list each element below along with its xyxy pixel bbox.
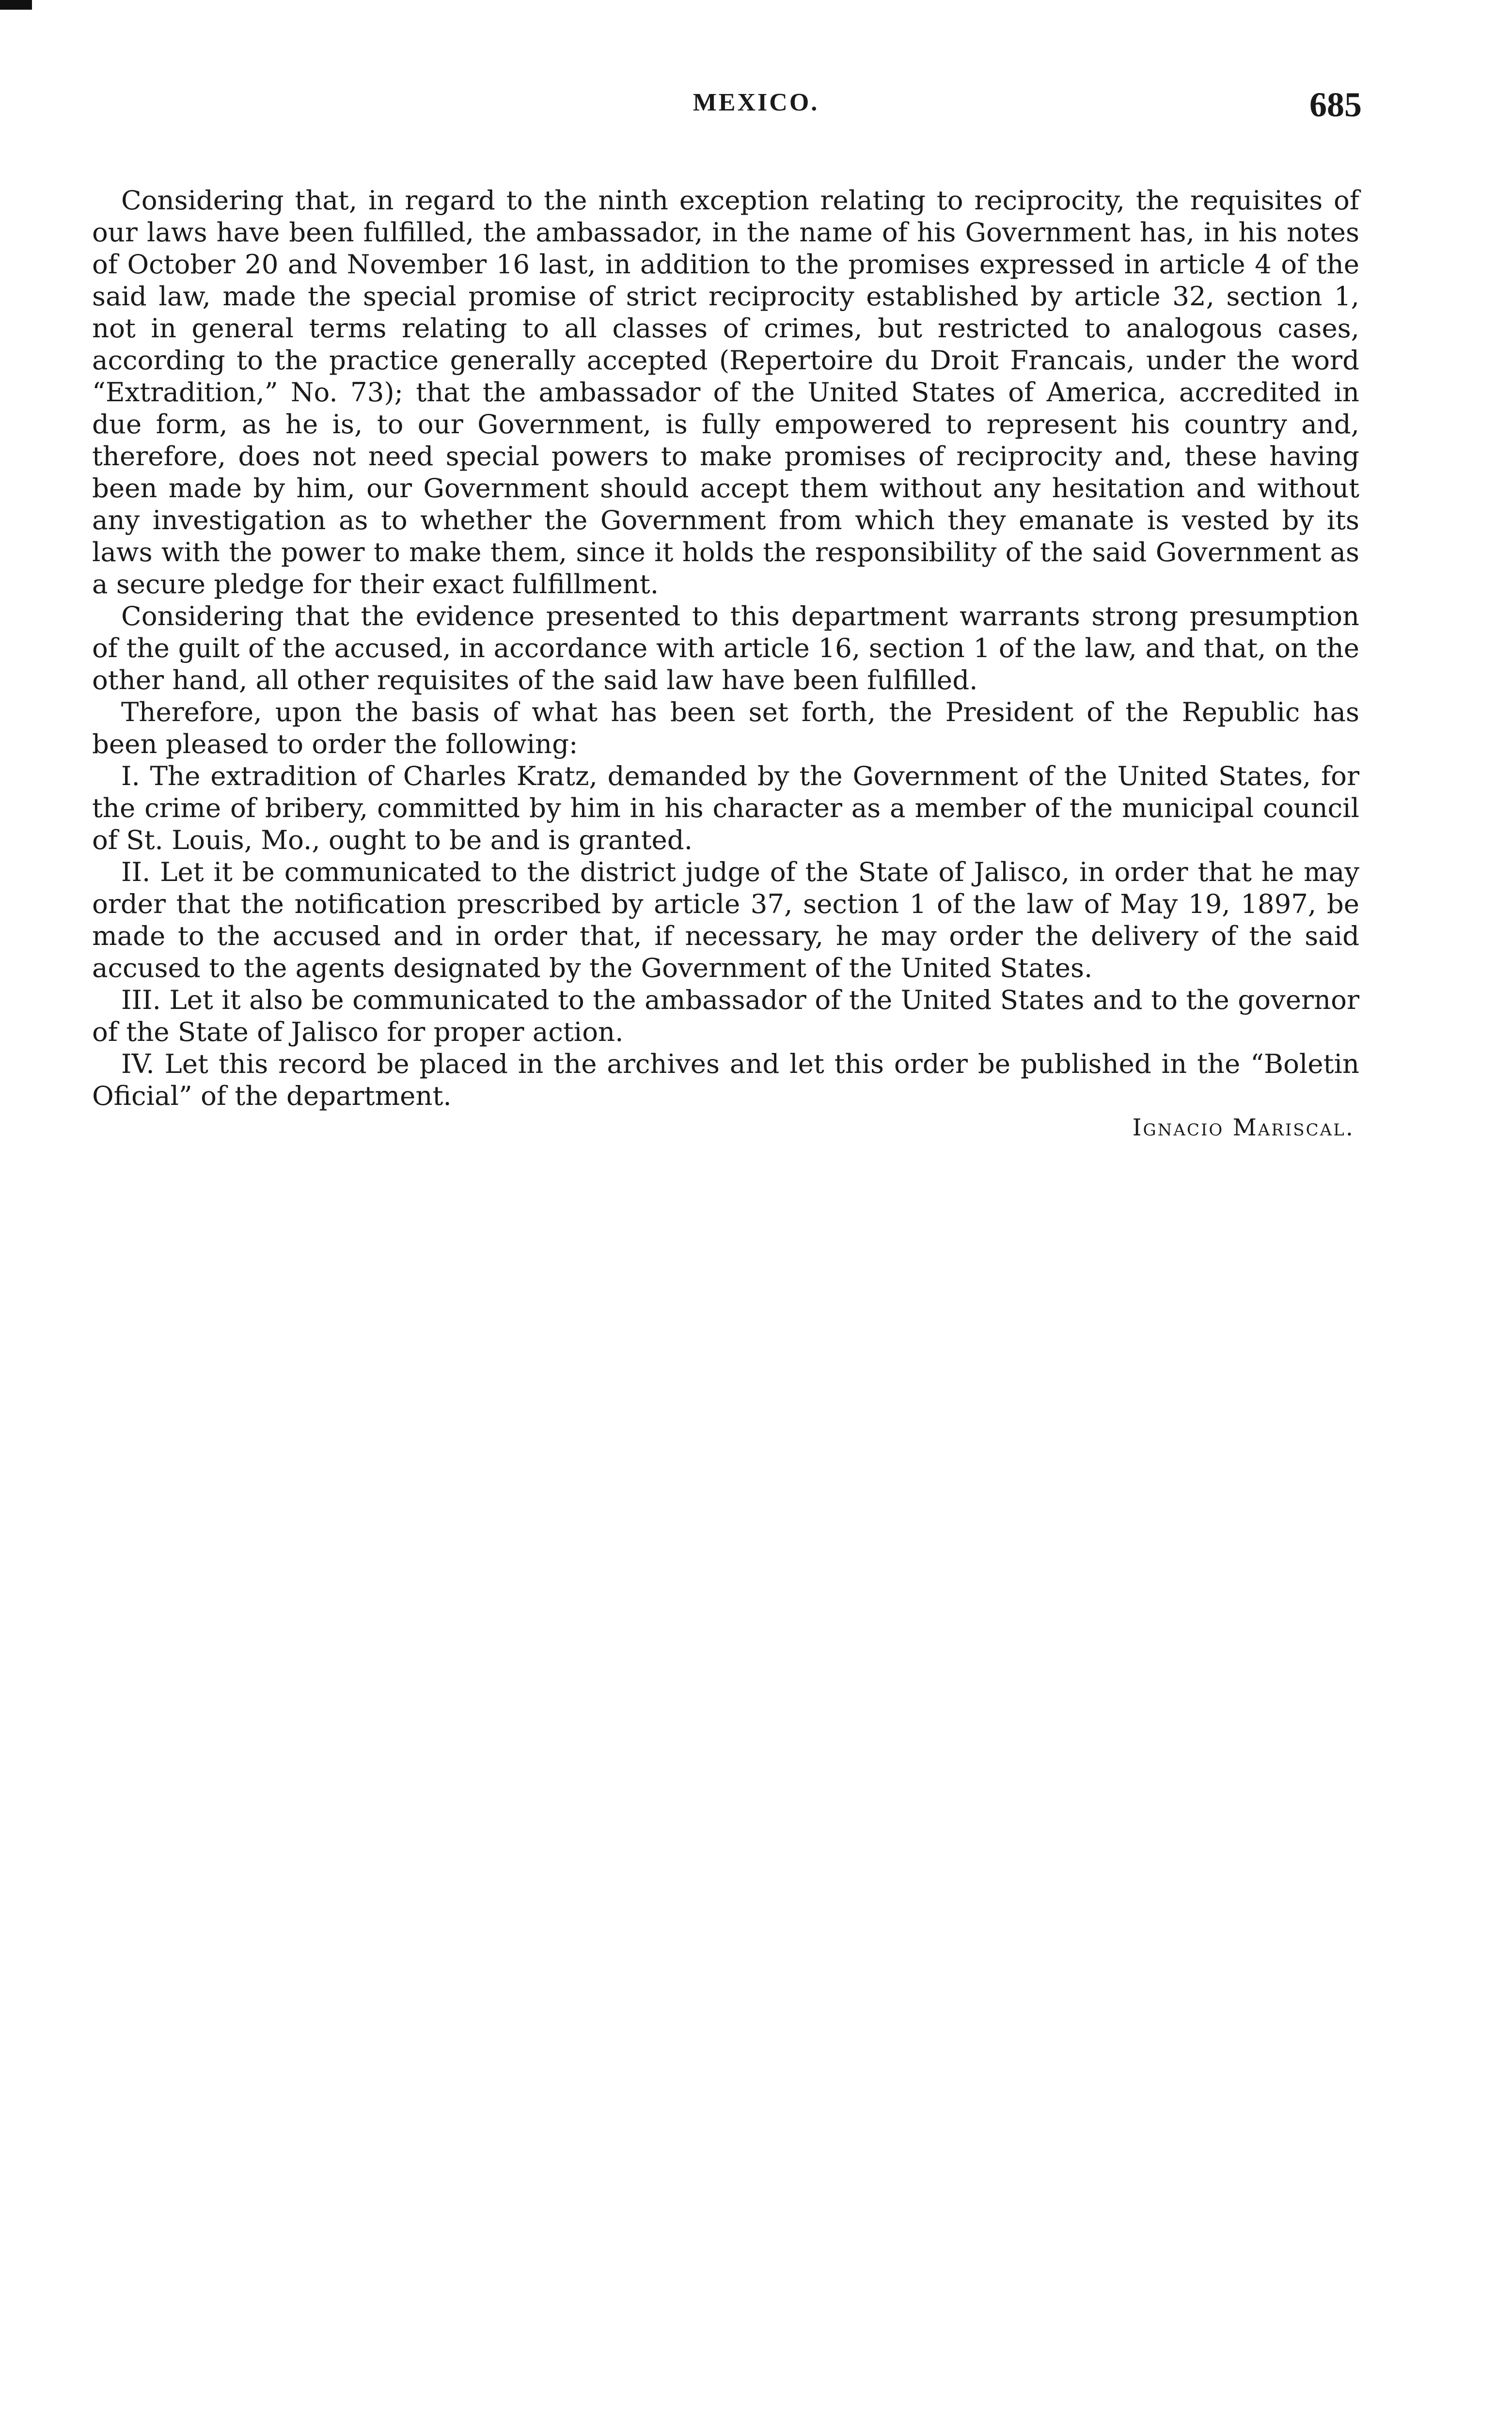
running-head: MEXICO. — [693, 89, 819, 116]
corner-scan-mark — [0, 0, 32, 10]
order-item-4: IV. Let this record be placed in the archives and let this order be published in the “Boletin Oficial” of the department. — [92, 1048, 1359, 1111]
order-item-1: I. The extradition of Charles Kratz, demanded by the Government of the United States, for the crime of bribery, committed by him in his character as a member of the municipal council of St. Louis, Mo., ought to be and is granted. — [92, 760, 1359, 855]
paragraph-evidence: Considering that the evidence presented to this department warrants strong presumption of the guilt of the accused, in accordance with article 16, section 1 of the law, and that, on the other hand, all other requisites of the said law have been fulfilled. — [92, 600, 1359, 695]
paragraph-reciprocity: Considering that, in regard to the ninth exception relating to reciprocity, the requisites of our laws have been fulfilled, the ambassador, in the name of his Government has, in his notes of October 20 and November 16 last, in addition to the promises expressed in article 4 of the said law, made the special promise of strict reciprocity established by article 32, section 1, not in general terms relating to all classes of crimes, but restricted to analogous cases, according to the practice generally accepted (Repertoire du Droit Francais, under the word “Extradition,” No. 73); that the ambassador of the United States of America, accredited in due form, as he is, to our Government, is fully empowered to represent his country and, therefore, does not need special powers to make promises of reciprocity and, these having been made by him, our Government should accept them without any hesitation and without any investigation as to whether the Government from which they emanate is vested by its laws with the power to make them, since it holds the responsibility of the said Government as a secure pledge for their exact fulfillment. — [92, 185, 1359, 599]
page-number: 685 — [1309, 85, 1362, 124]
order-item-3: III. Let it also be communicated to the ambassador of the United States and to the governor of the State of Jalisco for proper action. — [92, 984, 1359, 1047]
body-text — [92, 184, 1359, 1144]
paragraph-therefore: Therefore, upon the basis of what has been set forth, the President of the Republic has been pleased to order the following: — [92, 696, 1359, 759]
order-item-2: II. Let it be communicated to the district judge of the State of Jalisco, in order that he may order that the notification prescribed by article 37, section 1 of the law of May 19, 1897, be made to the accused and in order that, if necessary, he may order the delivery of the said accused to the agents designated by the Government of the United States. — [92, 856, 1359, 983]
signature: Ignacio Mariscal. — [1132, 1114, 1354, 1141]
